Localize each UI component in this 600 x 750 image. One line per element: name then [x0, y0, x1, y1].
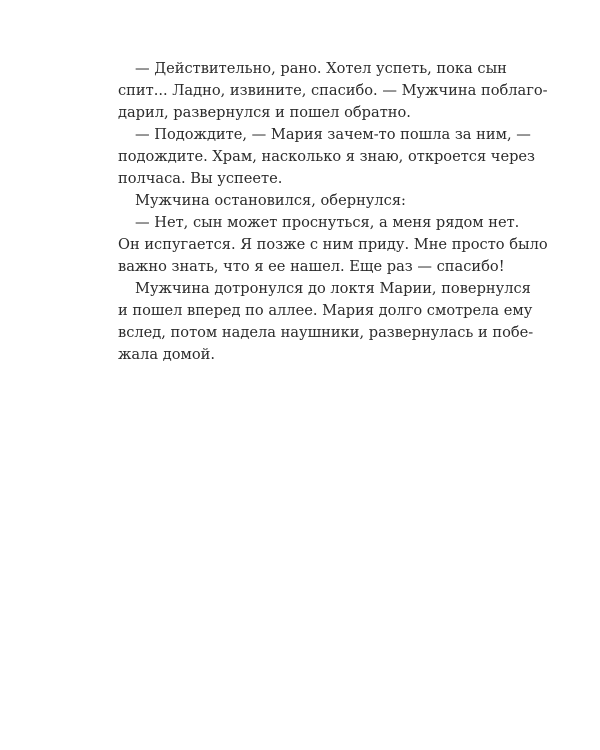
text-line: Мужчина дотронулся до локтя Марии, повернулся — [135, 280, 531, 297]
paragraph-1 — [118, 58, 548, 124]
text-line: — Действительно, рано. Хотел успеть, пока сын — [135, 60, 507, 77]
text-line: дарил, развернулся и пошел обратно. — [118, 104, 411, 121]
text-line: жала домой. — [118, 346, 216, 363]
body-text — [118, 58, 548, 366]
text-line: и пошел вперед по аллее. Мария долго смотрела ему — [118, 302, 533, 319]
text-line: вслед, потом надела наушники, развернулась и побе- — [118, 324, 534, 341]
text-line: полчаса. Вы успеете. — [118, 170, 283, 187]
text-line: — Подождите, — Мария зачем-то пошла за ним, — — [135, 126, 531, 143]
paragraph-5 — [118, 278, 534, 366]
text-line: важно знать, что я ее нашел. Еще раз — спасибо! — [118, 258, 505, 275]
text-line: Он испугается. Я позже с ним приду. Мне просто было — [118, 236, 548, 253]
text-line: Мужчина остановился, обернулся: — [135, 192, 406, 209]
paragraph-3 — [118, 190, 482, 212]
paragraph-4 — [118, 212, 548, 278]
text-line: подождите. Храм, насколько я знаю, откроется через — [118, 148, 536, 165]
text-line: спит... Ладно, извините, спасибо. — Мужчина поблаго- — [118, 82, 548, 99]
paragraph-2 — [118, 124, 536, 190]
text-line: — Нет, сын может проснуться, а меня рядом нет. — [135, 214, 520, 231]
